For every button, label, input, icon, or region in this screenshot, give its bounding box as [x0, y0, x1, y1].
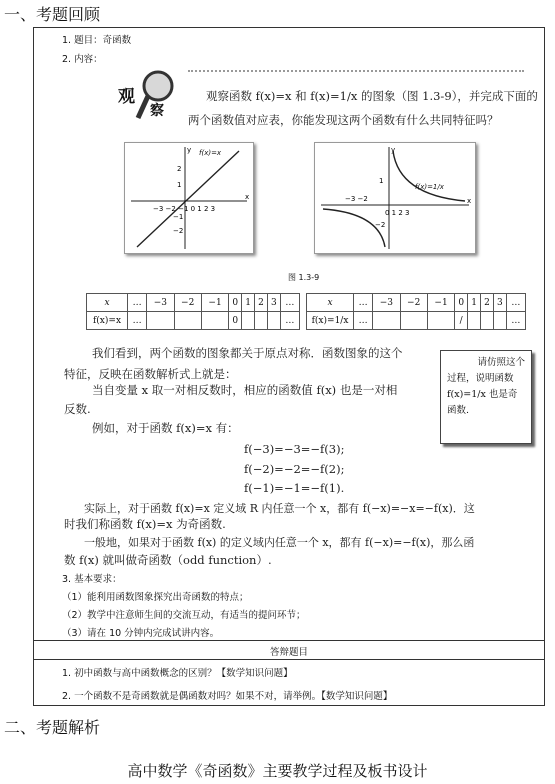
- defense-header: 答辩题目: [269, 647, 308, 658]
- value-table-identity: [86, 293, 300, 330]
- table-row: [87, 312, 300, 330]
- table-cell: −1: [427, 294, 454, 312]
- table-cell: …: [506, 294, 525, 312]
- svg-text:−3 −2: −3 −2: [345, 195, 368, 203]
- table-cell: …: [506, 312, 525, 330]
- table-cell: 0: [229, 294, 242, 312]
- svg-text:1: 1: [177, 181, 182, 189]
- section-title-review: 一、考题回顾: [4, 5, 101, 24]
- table-cell: [201, 312, 228, 330]
- para-line: 数 f(x) 就叫做奇函数（odd function）.: [64, 553, 272, 567]
- table-cell: −3: [373, 294, 400, 312]
- table-cell: [242, 312, 255, 330]
- svg-text:−2: −2: [173, 227, 184, 235]
- table-cell: 2: [255, 294, 268, 312]
- equation-line: f(−1)=−1=−f(1).: [244, 481, 345, 495]
- side-note: [440, 350, 532, 444]
- table-cell: [468, 312, 481, 330]
- table-cell: [174, 312, 201, 330]
- svg-text:−2: −2: [375, 221, 386, 229]
- para-line: 特征，反映在函数解析式上就是：: [64, 367, 237, 381]
- svg-text:x: x: [245, 193, 250, 201]
- table-cell: 1: [468, 294, 481, 312]
- para-line: 实际上，对于函数 f(x)=x 定义域 R 内任意一个 x，都有 f(−x)=−x=−f(x)．这: [84, 502, 475, 515]
- intro-line-2: 两个函数值对应表，你能发现这两个函数有什么共同特征吗？: [188, 113, 499, 127]
- note-line: f(x)=1/x 也是奇: [447, 389, 518, 400]
- dotted-rule: [188, 70, 524, 72]
- badge-char-2: 察: [150, 103, 164, 119]
- para-line: 一般地，如果对于函数 f(x) 的定义域内任意一个 x，都有 f(−x)=−f(x)，那么函: [84, 536, 475, 549]
- table-cell: 0: [229, 312, 242, 330]
- svg-text:−3 −2 −1 0 1 2 3: −3 −2 −1 0 1 2 3: [153, 205, 216, 213]
- table-cell: 0: [455, 294, 468, 312]
- para-line: 例如，对于函数 f(x)=x 有：: [92, 421, 239, 435]
- table-row: [87, 294, 300, 312]
- table-cell: −1: [201, 294, 228, 312]
- value-table-reciprocal: [306, 293, 526, 330]
- table-cell: [255, 312, 268, 330]
- requirement-3: （3）请在 10 分钟内完成试讲内容。: [62, 628, 220, 639]
- table-cell: …: [280, 312, 299, 330]
- page-title: 高中数学《奇函数》主要教学过程及板书设计: [127, 762, 428, 780]
- table-cell: …: [128, 294, 147, 312]
- svg-text:1: 1: [379, 177, 384, 185]
- section-title-analysis: 二、考题解析: [4, 718, 101, 737]
- item-content: 2. 内容：: [62, 54, 103, 65]
- graph-reciprocal: [314, 142, 476, 254]
- table-cell: x: [87, 294, 128, 312]
- row-divider: [33, 640, 545, 641]
- observe-badge: [112, 68, 182, 124]
- table-cell: [400, 312, 427, 330]
- svg-text:0 1 2 3: 0 1 2 3: [385, 209, 410, 217]
- para-line: 时我们称函数 f(x)=x 为奇函数.: [64, 517, 226, 531]
- row-divider: [33, 659, 545, 660]
- para-line: 反数.: [64, 402, 91, 416]
- equation-line: f(−2)=−2=−f(2);: [244, 462, 345, 476]
- table-cell: −3: [147, 294, 174, 312]
- graph-reciprocal-plot: [315, 143, 475, 253]
- table-cell: 1: [242, 294, 255, 312]
- table-row: [307, 312, 526, 330]
- requirement-1: （1）能利用函数图象探究出奇函数的特点；: [62, 592, 249, 603]
- table-cell: x: [307, 294, 354, 312]
- item-topic: 1. 题目：奇函数: [62, 35, 132, 46]
- table-cell: …: [280, 294, 299, 312]
- graph-identity: [124, 142, 254, 254]
- table-cell: 3: [267, 294, 280, 312]
- table-cell: f(x)=x: [87, 312, 128, 330]
- table-cell: [493, 312, 506, 330]
- table-row: [307, 294, 526, 312]
- table-cell: [147, 312, 174, 330]
- table-cell: [481, 312, 494, 330]
- svg-text:y: y: [391, 146, 396, 154]
- table-cell: −2: [174, 294, 201, 312]
- para-line: 我们看到，两个函数的图象都关于原点对称．函数图象的这个: [92, 346, 403, 360]
- note-line: 请仿照这个: [477, 357, 525, 368]
- item-basic: 3. 基本要求：: [62, 574, 122, 585]
- defense-question-1: 1. 初中函数与高中函数概念的区别？【数学知识问题】: [62, 668, 293, 679]
- svg-text:y: y: [187, 146, 192, 154]
- table-cell: [373, 312, 400, 330]
- note-line: 过程，说明函数: [447, 373, 514, 384]
- table-cell: /: [455, 312, 468, 330]
- svg-text:−1: −1: [173, 213, 184, 221]
- graph-identity-plot: [125, 143, 253, 253]
- svg-text:x: x: [467, 197, 472, 205]
- graph-identity-label: f(x)=x: [199, 149, 222, 157]
- requirement-2: （2）教学中注意师生间的交流互动，有适当的提问环节；: [62, 610, 306, 621]
- graph-reciprocal-label: f(x)=1/x: [415, 183, 444, 191]
- table-cell: [267, 312, 280, 330]
- svg-text:2: 2: [177, 165, 182, 173]
- badge-char-1: 观: [118, 87, 135, 107]
- table-cell: 3: [493, 294, 506, 312]
- defense-question-2: 2. 一个函数不是奇函数就是偶函数对吗？如果不对，请举例。【数学知识问题】: [62, 691, 393, 702]
- para-line: 当自变量 x 取一对相反数时，相应的函数值 f(x) 也是一对相: [92, 383, 398, 397]
- table-cell: [427, 312, 454, 330]
- intro-line-1: 观察函数 f(x)=x 和 f(x)=1/x 的图象（图 1.3-9），并完成下面的: [206, 89, 538, 103]
- table-cell: …: [354, 312, 373, 330]
- figure-caption: 图 1.3-9: [288, 273, 320, 282]
- table-cell: …: [354, 294, 373, 312]
- table-cell: …: [128, 312, 147, 330]
- table-cell: f(x)=1/x: [307, 312, 354, 330]
- table-cell: −2: [400, 294, 427, 312]
- note-line: 函数.: [447, 405, 470, 416]
- table-cell: 2: [481, 294, 494, 312]
- equation-line: f(−3)=−3=−f(3);: [244, 442, 345, 456]
